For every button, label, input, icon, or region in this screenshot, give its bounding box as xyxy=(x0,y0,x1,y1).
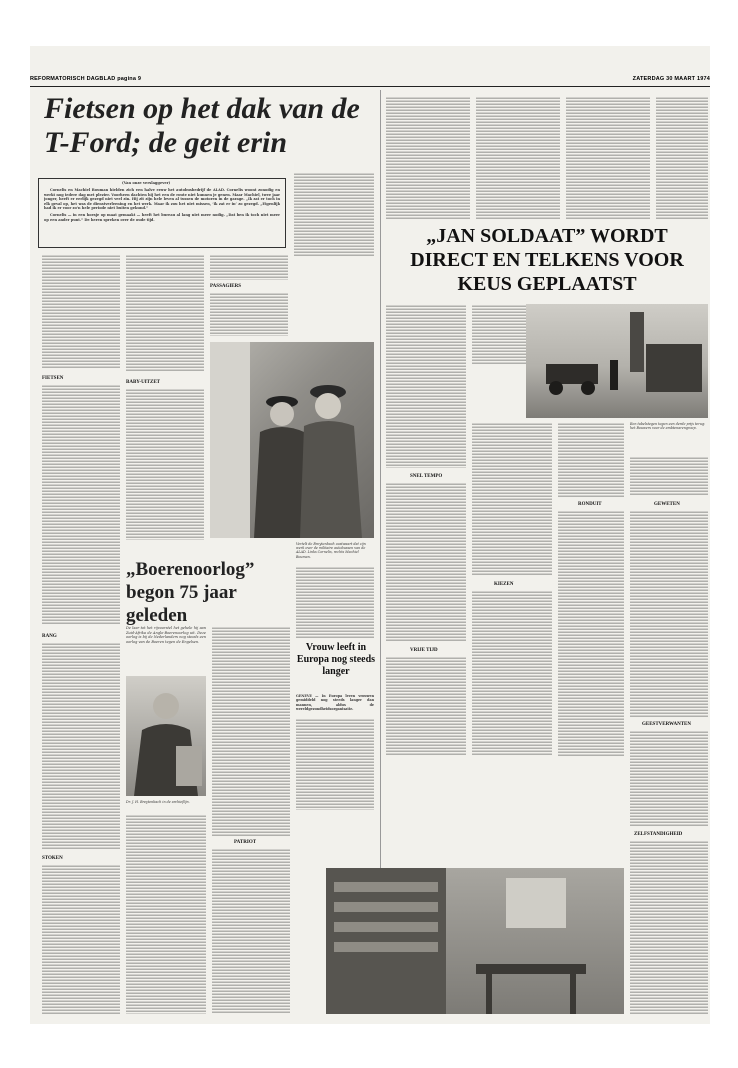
byline: (Van onze verslaggever) xyxy=(122,181,171,185)
column4-text xyxy=(294,172,374,256)
jeep-wheel-rear xyxy=(581,381,595,395)
main-headline-line1: Fietsen op het dak van de xyxy=(44,92,360,125)
shelf-row-2 xyxy=(334,902,438,912)
boer-headline: „Boerenoorlog” begon 75 jaar geleden xyxy=(126,559,255,626)
shelf-row-4 xyxy=(334,942,438,952)
column2-text-b xyxy=(126,388,204,540)
table-leg-right xyxy=(570,974,576,1014)
archive-shelf xyxy=(176,746,202,786)
soldaat-col4-b xyxy=(630,510,708,718)
boer-intro: De laar tot het rijvoorstel het gehele hij aan Zuid-Afrika de Anglo-Boerenoorlog uit. Deze oorlog is bij de Nederlanders nog steeds een oorlog van de Boeren tegen de Engelsen. xyxy=(126,626,206,644)
vrouw-headline: Vrouw leeft in Europa nog steeds langer xyxy=(296,642,376,677)
photo-jeep-svg xyxy=(526,304,708,418)
section-stoken: STOKEN xyxy=(42,856,63,861)
boer-col2-text-b xyxy=(212,848,290,1014)
soldaat-col1-b xyxy=(386,482,466,642)
photo-two-men xyxy=(210,342,374,538)
soldaat-col4-c xyxy=(630,730,708,826)
section-kiezen: KIEZEN xyxy=(494,582,514,587)
column1-text-c xyxy=(42,642,120,850)
section-patriot: PATRIOT xyxy=(234,840,257,845)
photo-breytenbach-svg xyxy=(126,676,206,796)
painting xyxy=(506,878,566,928)
table xyxy=(476,964,586,974)
photo-library-svg xyxy=(326,868,624,1014)
table-leg-left xyxy=(486,974,492,1014)
photo-caption-breytenbach: Dr. J. H. Breytenbach in de archieflijn. xyxy=(126,800,190,804)
face-right xyxy=(315,393,341,419)
section-zelfstandigheid: ZELFSTANDIGHEID xyxy=(634,832,683,837)
vrouw-upper-text xyxy=(296,566,374,638)
column2-text xyxy=(126,254,204,372)
face-left xyxy=(270,402,294,426)
column1-text-b xyxy=(42,384,120,624)
shelf-row-1 xyxy=(334,882,438,892)
crane-arm xyxy=(630,312,644,372)
photo-jeep-crane xyxy=(526,304,708,418)
column1-text xyxy=(42,254,120,368)
soldaat-col4 xyxy=(630,456,708,496)
soldaat-top-col1 xyxy=(386,96,470,220)
page-header xyxy=(30,76,710,86)
section-geestverwanten: GEESTVERWANTEN xyxy=(642,722,692,727)
vrouw-text xyxy=(296,718,374,810)
jeep-body xyxy=(546,364,598,384)
intro-paragraph: Cornelis en Machiel Bouman hielden zich een halve eeuw het autobusbedrijf de ALAD. Cornelis woont zonodig en werkt nog iedere dag met plezier. Voorheen dachten hij het een de route niet kunnen je genen. Maar Machiel, twee jaar jonger, heeft er eerlijk gezegd niet veel zin. Hij zit zijn hele leven al tussen de motoren in de garage. „Ik zat er toch in elk geval op, het was de dienstverleening en het werk. Maar ik zou het niet missen, ‘ik zat er in’ zo gezegd. „Eigenlijk had ik er voor zo’n hele periode niet buiten gekund.” xyxy=(44,188,280,211)
soldaat-col1-c xyxy=(386,656,466,756)
boer-col2-text xyxy=(212,626,290,836)
soldaat-col3 xyxy=(558,422,624,498)
crane-truck xyxy=(646,344,702,392)
section-passagiers: PASSAGIERS xyxy=(210,284,242,289)
soldaat-top-col4 xyxy=(656,96,708,220)
section-fietsen: FIETSEN xyxy=(42,376,64,381)
photo-caption-men: Vertelt de Breytenbach oostwaart dat zijn werk over de militaire autobussen van de ALAD. Links Cornelis, rechts Machiel Bouman. xyxy=(296,542,366,559)
section-ronduit: RONDUIT xyxy=(578,502,602,507)
section-vrije-tijd: VRIJE TIJD xyxy=(410,648,438,653)
soldaat-col2-c xyxy=(472,590,552,756)
section-snel-tempo: SNEL TEMPO xyxy=(410,474,443,479)
main-headline-line2: T-Ford; de geit erin xyxy=(44,126,288,159)
soldaat-col2-b xyxy=(472,422,552,576)
issue-date: ZATERDAG 30 MAART 1974 xyxy=(632,76,710,82)
soldaat-col1 xyxy=(386,304,466,468)
column3-text xyxy=(210,254,288,280)
photo-breytenbach xyxy=(126,676,206,796)
newspaper-page xyxy=(30,46,710,1024)
photo-caption-jeep: Een tabelstegen tegen een derde prijs terug: het Bouwers voor de ambtenarengroep. xyxy=(630,422,706,431)
breytenbach-head xyxy=(153,693,179,719)
main-headline xyxy=(44,92,360,160)
column3-text-b xyxy=(210,292,288,336)
shelf-row-3 xyxy=(334,922,438,932)
paper-name: REFORMATORISCH DAGBLAD pagina 9 xyxy=(30,76,142,82)
soldaat-headline: „JAN SOLDAAT” WORDT DIRECT EN TELKENS VOOR KEUS GEPLAATST xyxy=(410,225,684,295)
header-rule xyxy=(30,86,710,87)
column1-text-d xyxy=(42,864,120,1014)
vrouw-intro: GENEVE — In Europa leven vrouwen gemiddeld nog steeds langer dan mannen, aldus de wereldgezondheidsorganisatie. xyxy=(296,694,374,712)
soldaat-col3-b xyxy=(558,510,624,756)
photo-two-men-svg xyxy=(210,342,374,538)
soldaat-top-col2 xyxy=(476,96,560,220)
section-babyuitzet: BABY-UITZET xyxy=(126,380,160,385)
photo-bg-bus xyxy=(210,342,250,538)
section-rang: RANG xyxy=(42,634,57,639)
soldier-figure xyxy=(610,360,618,390)
soldaat-top-col3 xyxy=(566,96,650,220)
boer-col1-text xyxy=(126,814,206,1014)
intro-paragraph-2: Cornelis — in een hoesje op maat gemaakt — heeft het bureau al lang niet meer nodig. „Dat ben ik toch niet meer op een ander punt.” De heren spreken over de oude tijd. xyxy=(44,212,280,222)
intro-text xyxy=(44,188,280,234)
coat-right xyxy=(300,421,362,538)
jeep-wheel-front xyxy=(549,381,563,395)
photo-library xyxy=(326,868,624,1014)
soldaat-col4-d xyxy=(630,840,708,1014)
section-geweten: GEWETEN xyxy=(654,502,680,507)
